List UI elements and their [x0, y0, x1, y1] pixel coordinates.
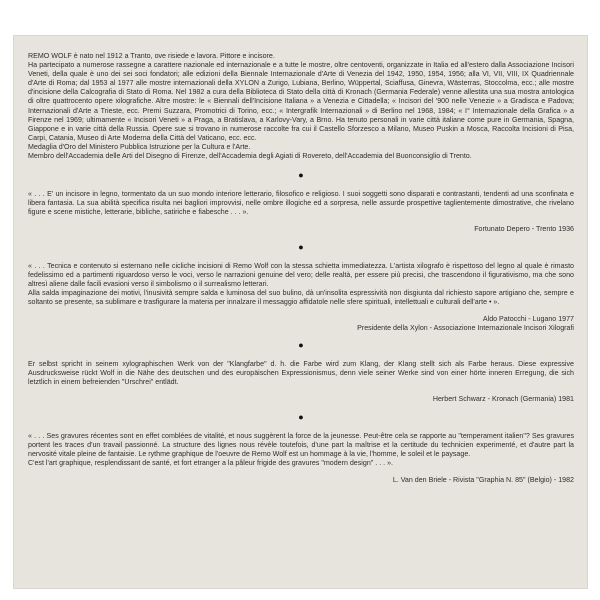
quote-attribution	[28, 225, 574, 234]
bullet-separator: ●	[298, 170, 304, 181]
attribution-line: Herbert Schwarz - Kronach (Germania) 1981	[432, 395, 574, 404]
quote-schwarz	[28, 360, 574, 404]
attribution-line: L. Van den Briele - Rivista "Graphia N. 85" (Belgio) - 1982	[392, 475, 574, 484]
quote-attribution	[28, 476, 574, 485]
quote-text: « . . . Ses gravures récentes sont en effet comblées de vitalité, et nous suggèrent la force de la jeunesse. Peut-être cela se rapporte au "temperament italien"? Ses gravures portent les traces d'un travail passionné. La structure des lignes nous révèle toutefois, d'une part la maîtrise et la certitude du technicien experimenté, et d'autre part la nervosité vitale pleine de fantaisie. Le rythme graphique de l'oeuvre de Remo Wolf est un hommage à la vie, l'homme, le soleil et le paysage. C'est l'art graphique, resplendissant de santé, et fort etranger a la pâleur frigide des gravures "modern design" . . . ».	[28, 431, 574, 467]
bullet-separator: ●	[298, 241, 304, 252]
attribution-line: Aldo Patocchi - Lugano 1977	[482, 314, 574, 323]
quote-text: Er selbst spricht in seinem xylographischen Werk von der "Klangfarbe" d. h. die Farbe wird zum Klang, der Klang stellt sich als Farbe heraus. Diese expressive Ausdrucksweise rückt Wolf in die Nähe des deutschen und des europäischen Expressionismus, denn viele seiner Werke sind von einer hörte inneren Erregung, die sich letztlich in einem befreienden "Urschrei" entlädt.	[28, 360, 574, 387]
quote-attribution	[28, 315, 574, 333]
bullet-separator: ●	[298, 411, 304, 422]
quote-text: « . . . Tecnica e contenuto si esternano nelle cicliche incisioni di Remo Wolf con la stessa schietta immediatezza. L'artista xilografo è rispettoso del legno al quale è rimasto fedelissimo ed a partimenti riguardoso verso le voci, verso le narrazioni genuine del vero; delle realtà, per essere più precisi, che trascendono il figurativismo, ma che sono altresì aliene dalle facili evasioni verso il simbolismo o il surrealismo letterari. Alla salda impaginazione dei motivi, l'inusività sempre salda e luminosa del suo bulino, dà un'insolita espressività non disgiunta dal richiesto sapore artigiano che, sempre e soltanto se presente, sa sublimare e trasfigurare la materia per innalzare il messaggio affidatole nelle sfere spirituali, intellettuali e culturali dell'arte • ».	[28, 261, 574, 306]
quote-attribution	[28, 395, 574, 404]
biography	[28, 52, 574, 161]
bio-line: Ha partecipato a numerose rassegne a carattere nazionale ed internazionale e a tutte le mostre, oltre centoventi, organizzate in Italia ed all'estero dalla Associazione Incisori Veneti, della quale è uno dei sei soci fondatori; alle edizioni della Biennale Internazionale d'Arte di Venezia del 1942, 1950, 1954, 1956; alla VI, VII, VIII, IX Quadriennale d'Arte di Roma; dal 1953 al 1977 alle mostre internazionali della XYLON a Zurigo, Lubiana, Berlino, Wüppertal, Sciaffusa, Ginevra, Wästerras, Stoccolma, ecc.; alle mostre d'incisione della Calcografia di Stato di Roma. Nel 1982 a cura della Biblioteca di Stato della città di Kronach (Germania Federale) venne allestita una sua mostra antologica di oltre quattrocento opere xilografiche. Altre mostre: le « Biennali dell'Incisione Italiana » a Venezia e Cittadella; « Incisori del '900 nelle Venezie » a Gradisca e Padova; Internazionali d'Arte a Trieste, ecc. Premi Suzzara, Promotrici di Torino, ecc.; « Intergrafik Internazionali » di Berlino nel 1968, 1984; « I° Internazionale della Grafica » a Firenze nel 1969; ultimamente « Incisori Veneti » a Praga, a Bratislava, a Karlovy-Vary, a Brno. Ha tenuto personali in varie città italiane come pure in Germania, Spagna, Giappone e in varie città della Russia. Opere sue si trovano in numerose raccolte fra cui il Castello Sforzesco a Milano, Museo Puskin a Mosca, Raccolta Incisioni di Pisa, Carpi, Catania, Museo di Arte Moderna della Città del Vaticano, ecc. ecc.	[28, 61, 574, 142]
attribution-line: Fortunato Depero - Trento 1936	[474, 225, 574, 234]
bullet-separator: ●	[298, 340, 304, 351]
quote-van-den-briele	[28, 432, 574, 485]
attribution-line: Presidente della Xylon - Associazione Internazionale Incisori Xilografi	[357, 324, 574, 333]
quote-text: « . . . E' un incisore in legno, tormentato da un suo mondo interiore letterario, filosofico e religioso. I suoi soggetti sono disparati e contrastanti, tendenti ad una sconfinata e libera fantasia. La sua abilità specifica risulta nei bagliori improvvisi, nelle ombre illogiche ed a sorpresa, nelle assurde prospettive taglientemente dimostrative, che rivelano figure e scene mistiche, letterarie, bibliche, satiriche e fiabesche . . . ».	[28, 190, 574, 217]
bio-line: REMO WOLF è nato nel 1912 a Tranto, ove risiede e lavora. Pittore e incisore.	[28, 52, 275, 60]
document-page	[14, 36, 587, 588]
bio-line: Membro dell'Accademia delle Arti del Disegno di Firenze, dell'Accademia degli Agiati di Rovereto, dell'Accademia del Buonconsiglio di Trento.	[28, 152, 472, 161]
document-body	[28, 52, 574, 485]
quote-patocchi	[28, 262, 574, 334]
bio-line: Medaglia d'Oro del Ministero Pubblica Istruzione per la Cultura e l'Arte.	[28, 142, 251, 151]
quote-depero	[28, 190, 574, 234]
